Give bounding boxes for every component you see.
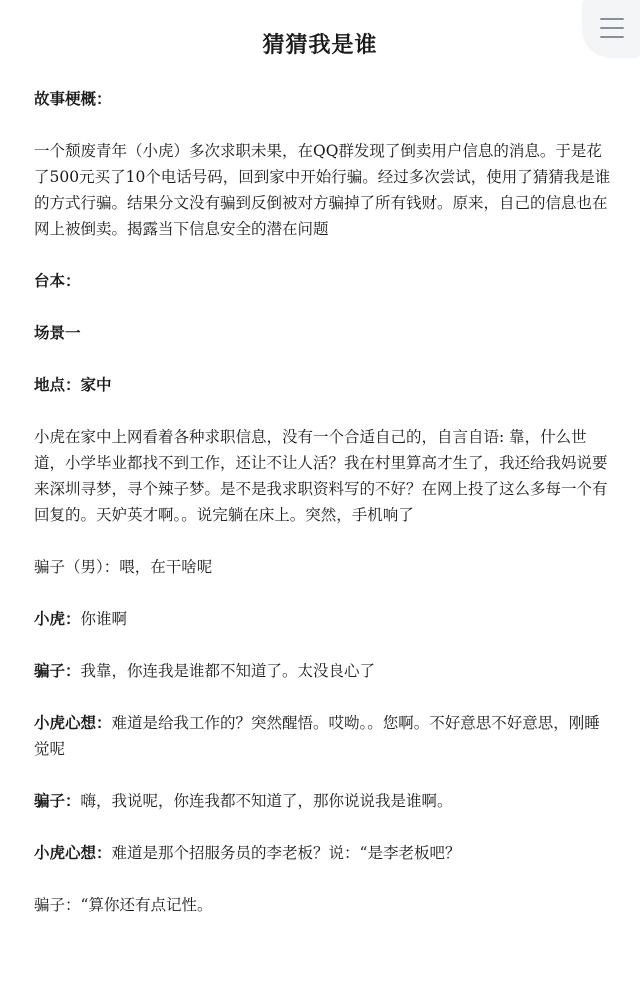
dialogue-line [34, 710, 612, 762]
dialogue-line [34, 606, 612, 632]
dialogue-speaker: 骗子（男）： [34, 558, 120, 576]
narration-text: 小虎在家中上网看着各种求职信息，没有一个合适自己的，自言自语: 靠，什么世道，小学毕业都找不到工作，还让不让人活？我在村里算高才生了，我还给我妈说要来深圳寻梦，寻个辣子梦。是不是我求职资料写的不好？在网上投了这么多每一个有回复的。天妒英才啊。。说完躺在床上。突然，手机响了 [34, 428, 608, 524]
dialogue-text: 嗨，我说呢，你连我都不知道了，那你说说我是谁啊。 [80, 792, 453, 810]
synopsis-text: 一个颓废青年（小虎）多次求职未果，在QQ群发现了倒卖用户信息的消息。于是花了500元买了10个电话号码，回到家中开始行骗。经过多次尝试，使用了猜猜我是谁的方式行骗。结果分文没有骗到反倒被对方骗掉了所有钱财。原来，自己的信息也在网上被倒卖。揭露当下信息安全的潜在问题 [34, 142, 611, 238]
dialogue-speaker: 小虎： [34, 610, 81, 628]
dialogue-text: 难道是那个招服务员的李老板？说：“是李老板吧？ [111, 844, 461, 862]
dialogue-text: “算你还有点记性。 [80, 896, 213, 914]
dialogue-text: 喂，在干啥呢 [119, 558, 213, 576]
dialogue-text: 难道是给我工作的？突然醒悟。哎呦。。您啊。不好意思不好意思，刚睡觉呢 [34, 714, 600, 758]
scene-heading: 场景一 [34, 324, 81, 342]
dialogue-line [34, 554, 612, 580]
location-heading: 地点：家中 [34, 376, 112, 394]
dialogue-line [34, 840, 612, 866]
page-title: 猜猜我是谁 [262, 33, 378, 58]
dialogue-text: 你谁啊 [80, 610, 128, 628]
dialogue-speaker: 小虎心想： [34, 844, 112, 862]
dialogue-speaker: 骗子： [34, 792, 81, 810]
dialogue-speaker: 骗子： [34, 896, 81, 914]
dialogue-line [34, 658, 612, 684]
dialogue-line [34, 788, 612, 814]
article-body [34, 86, 612, 944]
dialogue-text: 我靠，你连我是谁都不知道了。太没良心了 [80, 662, 376, 680]
synopsis-heading: 故事梗概： [34, 90, 112, 108]
dialogue-speaker: 骗子： [34, 662, 81, 680]
dialogue-line [34, 892, 612, 918]
script-heading: 台本： [34, 272, 81, 290]
dialogue-speaker: 小虎心想： [34, 714, 112, 732]
